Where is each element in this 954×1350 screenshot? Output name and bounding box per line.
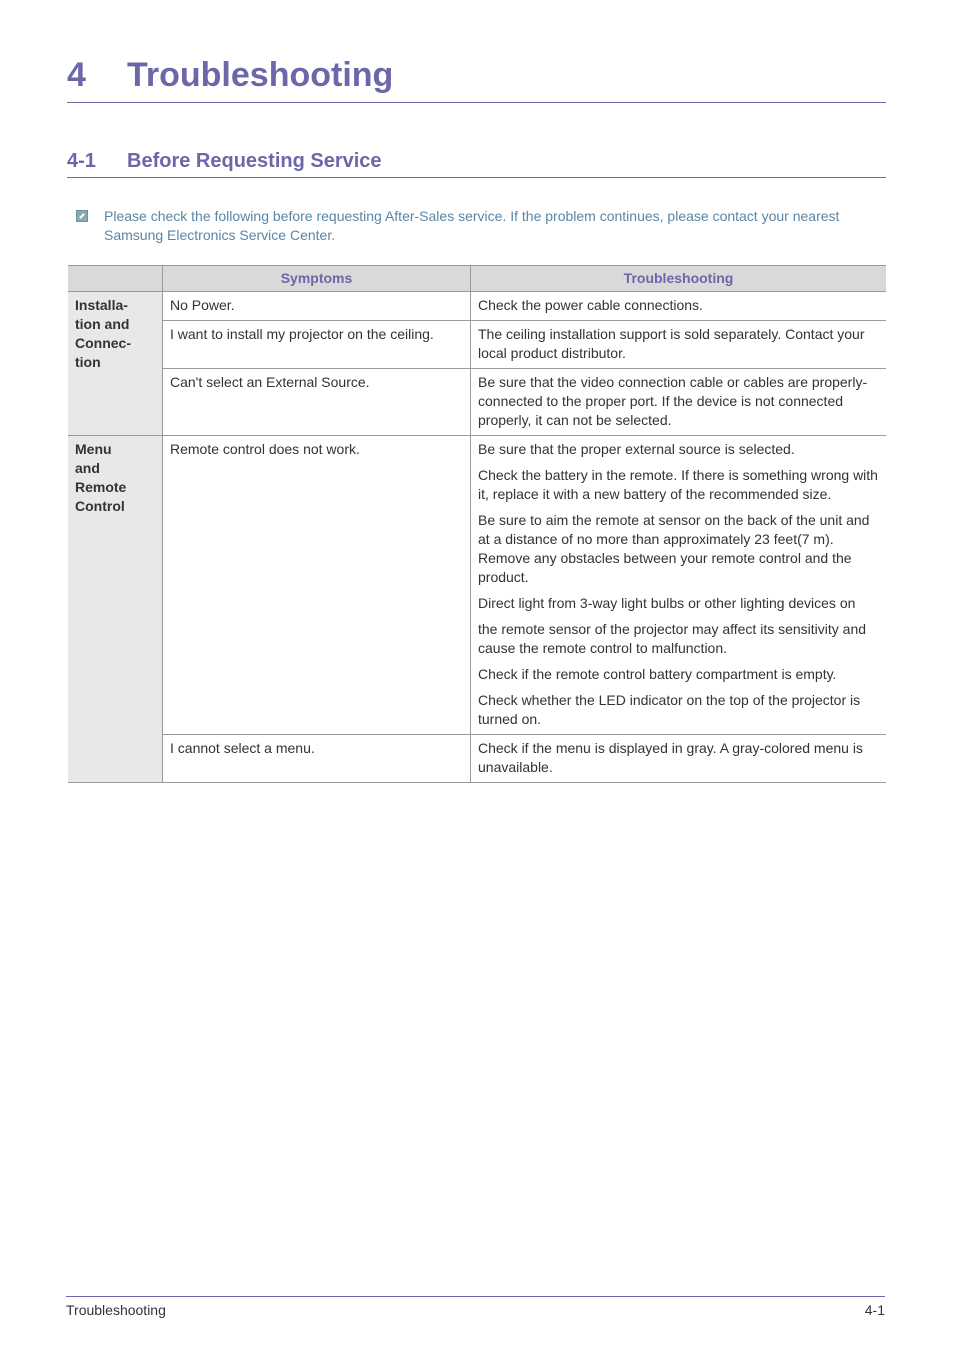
header-troubleshooting: Troubleshooting	[471, 266, 887, 292]
fix-cell	[471, 292, 887, 321]
page-number: 4-1	[864, 1302, 885, 1318]
fix-item: Check if the menu is displayed in gray. A gray-colored menu is unavailable.	[478, 740, 863, 775]
header-symptoms: Symptoms	[163, 266, 471, 292]
symptom-cell: Remote control does not work.	[163, 436, 471, 735]
category-label: Installa-tion and Connec-tion	[75, 297, 131, 370]
section-number: 4-1	[67, 150, 96, 172]
chapter-number: 4	[67, 56, 86, 94]
fix-cell	[471, 735, 887, 783]
fix-item: The ceiling installation support is sold separately. Contact your local product distributor.	[478, 326, 865, 361]
symptom-cell: Can't select an External Source.	[163, 369, 471, 436]
fix-cell	[471, 369, 887, 436]
symptom-cell: No Power.	[163, 292, 471, 321]
fix-item: Be sure to aim the remote at sensor on the back of the unit and at a distance of no more than approximately 23 feet(7 m). Remove any obstacles between your remote control and the product.	[478, 512, 870, 585]
table-row	[68, 735, 886, 783]
note-block	[76, 207, 876, 245]
fix-item: Check whether the LED indicator on the top of the projector is turned on.	[478, 692, 861, 727]
table-row	[68, 369, 886, 436]
table-row	[68, 292, 886, 321]
category-label: Menu and Remote Control	[75, 441, 127, 514]
table-row	[68, 321, 886, 369]
chapter-title: Troubleshooting	[127, 56, 394, 94]
category-cell	[68, 436, 163, 783]
header-category	[68, 266, 163, 292]
note-text: Please check the following before requesting After-Sales service. If the problem continues, please contact your nearest Samsung Electronics Service Center.	[104, 208, 840, 243]
table-header-row	[68, 266, 886, 292]
section-heading	[67, 150, 886, 178]
page-footer	[66, 1296, 885, 1318]
chapter-heading	[67, 56, 886, 103]
note-icon	[76, 210, 88, 222]
fix-item: Direct light from 3-way light bulbs or other lighting devices on	[478, 595, 856, 611]
fix-item: Be sure that the proper external source is selected.	[478, 441, 795, 457]
fix-item: Be sure that the video connection cable or cables are properly-connected to the proper port. If the device is not connected properly, it can not be selected.	[478, 374, 868, 428]
category-cell	[68, 292, 163, 436]
symptom-cell: I cannot select a menu.	[163, 735, 471, 783]
section-title: Before Requesting Service	[127, 150, 382, 172]
troubleshooting-table	[68, 265, 886, 783]
fix-cell	[471, 321, 887, 369]
fix-item: Check the battery in the remote. If there is something wrong with it, replace it with a new battery of the recommended size.	[478, 467, 878, 502]
fix-cell	[471, 436, 887, 735]
footer-title: Troubleshooting	[66, 1302, 166, 1318]
fix-item: Check if the remote control battery compartment is empty.	[478, 666, 837, 682]
symptom-cell: I want to install my projector on the ceiling.	[163, 321, 471, 369]
table-row	[68, 436, 886, 735]
fix-item: Check the power cable connections.	[478, 297, 703, 313]
fix-item: the remote sensor of the projector may affect its sensitivity and cause the remote control to malfunction.	[478, 621, 867, 656]
